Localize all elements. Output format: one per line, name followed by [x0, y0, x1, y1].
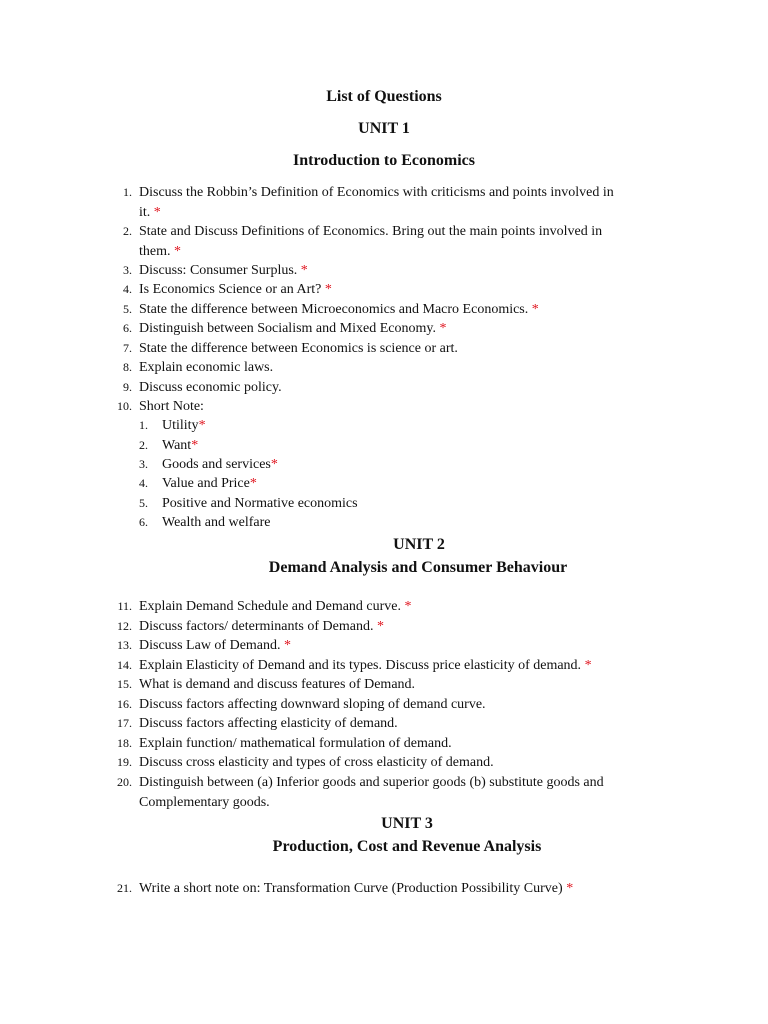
- question-text: [139, 222, 679, 261]
- question-number: 9.: [123, 380, 132, 394]
- important-marker: *: [174, 243, 181, 259]
- sub-item-text: [162, 455, 662, 475]
- question-number: 19.: [117, 755, 132, 769]
- important-marker: *: [584, 658, 592, 673]
- sub-item-text: [162, 474, 662, 494]
- question-line: State and Discuss Definitions of Economics. Bring out the main points involved in: [139, 224, 603, 239]
- important-marker: *: [198, 418, 206, 433]
- unit-2-label: UNIT 2: [393, 536, 445, 553]
- important-marker: *: [531, 302, 539, 317]
- unit-1-title: Introduction to Economics: [293, 152, 475, 169]
- question-line: it.: [139, 204, 151, 220]
- sub-item-line: Want: [162, 438, 192, 453]
- sub-item-line: Utility: [162, 418, 199, 433]
- sub-item-number: 5.: [139, 496, 148, 510]
- important-marker: *: [376, 619, 384, 634]
- question-line: Distinguish between (a) Inferior goods and superior goods (b) substitute goods and: [139, 775, 604, 790]
- sub-item-number: 1.: [139, 418, 148, 432]
- important-marker: *: [404, 599, 412, 614]
- question-line: Discuss: Consumer Surplus.: [139, 263, 298, 278]
- question-line: Distinguish between Socialism and Mixed Economy.: [139, 321, 436, 336]
- sub-item-number: 6.: [139, 515, 148, 529]
- sub-item-number: 2.: [139, 438, 148, 452]
- important-marker: *: [284, 638, 292, 653]
- question-line: Explain Demand Schedule and Demand curve.: [139, 599, 402, 614]
- sub-item-text: Wealth and welfare: [162, 515, 271, 530]
- question-text: [139, 319, 679, 339]
- question-number: 18.: [117, 736, 132, 750]
- question-number: 21.: [117, 881, 132, 895]
- question-text: [139, 183, 679, 222]
- important-marker: *: [153, 204, 161, 220]
- question-number: 10.: [117, 399, 132, 413]
- question-text: [139, 280, 679, 300]
- sub-item-text: [162, 436, 662, 456]
- question-text: Short Note:: [139, 399, 204, 414]
- question-text: [139, 656, 699, 676]
- question-number: 14.: [117, 658, 132, 672]
- important-marker: *: [566, 881, 574, 896]
- question-number: 15.: [117, 677, 132, 691]
- question-text: Discuss factors affecting elasticity of demand.: [139, 716, 398, 731]
- question-text: Discuss factors affecting downward sloping of demand curve.: [139, 697, 486, 712]
- question-number: 12.: [117, 619, 132, 633]
- question-line: Explain Elasticity of Demand and its types. Discuss price elasticity of demand.: [139, 658, 582, 673]
- question-text: [139, 773, 679, 812]
- question-number: 13.: [117, 638, 132, 652]
- important-marker: *: [300, 263, 308, 278]
- sub-item-line: Value and Price: [162, 476, 250, 491]
- question-number: 7.: [123, 341, 132, 355]
- question-text: [139, 597, 679, 617]
- unit-2-title: Demand Analysis and Consumer Behaviour: [268, 559, 568, 576]
- question-text: State the difference between Economics is science or art.: [139, 341, 458, 356]
- sub-item-text: [162, 416, 662, 436]
- question-line: Complementary goods.: [139, 794, 270, 810]
- question-text: Discuss economic policy.: [139, 380, 282, 395]
- unit-1-label: UNIT 1: [358, 120, 410, 137]
- question-text: [139, 261, 679, 281]
- question-line: State the difference between Microeconomics and Macro Economics.: [139, 302, 529, 317]
- question-number: 20.: [117, 775, 132, 789]
- question-text: Explain economic laws.: [139, 360, 274, 375]
- unit-3-title: Production, Cost and Revenue Analysis: [272, 838, 542, 855]
- question-number: 8.: [123, 360, 132, 374]
- question-number: 17.: [117, 716, 132, 730]
- question-number: 2.: [123, 224, 132, 238]
- important-marker: *: [249, 476, 257, 491]
- question-number: 5.: [123, 302, 132, 316]
- sub-item-number: 3.: [139, 457, 148, 471]
- question-text: [139, 636, 679, 656]
- question-line: Discuss the Robbin’s Definition of Economics with criticisms and points involved in: [139, 185, 614, 200]
- question-number: 3.: [123, 263, 132, 277]
- document-title: List of Questions: [326, 88, 442, 105]
- question-number: 6.: [123, 321, 132, 335]
- sub-item-text: Positive and Normative economics: [162, 496, 358, 511]
- question-text: [139, 617, 679, 637]
- important-marker: *: [270, 457, 278, 472]
- question-text: [139, 300, 679, 320]
- question-text: Explain function/ mathematical formulation of demand.: [139, 736, 452, 751]
- question-number: 11.: [117, 599, 132, 613]
- question-line: Write a short note on: Transformation Curve (Production Possibility Curve): [139, 881, 563, 896]
- important-marker: *: [324, 282, 332, 297]
- unit-3-label: UNIT 3: [381, 815, 433, 832]
- important-marker: *: [439, 321, 447, 336]
- question-number: 4.: [123, 282, 132, 296]
- question-text: What is demand and discuss features of Demand.: [139, 677, 416, 692]
- question-text: [139, 879, 699, 899]
- question-number: 1.: [123, 185, 132, 199]
- sub-item-number: 4.: [139, 476, 148, 490]
- question-line: Discuss Law of Demand.: [139, 638, 281, 653]
- question-line: Discuss factors/ determinants of Demand.: [139, 619, 374, 634]
- sub-item-line: Goods and services: [162, 457, 271, 472]
- question-text: Discuss cross elasticity and types of cross elasticity of demand.: [139, 755, 494, 770]
- important-marker: *: [191, 438, 199, 453]
- question-line: them.: [139, 243, 171, 259]
- question-number: 16.: [117, 697, 132, 711]
- question-line: Is Economics Science or an Art?: [139, 282, 322, 297]
